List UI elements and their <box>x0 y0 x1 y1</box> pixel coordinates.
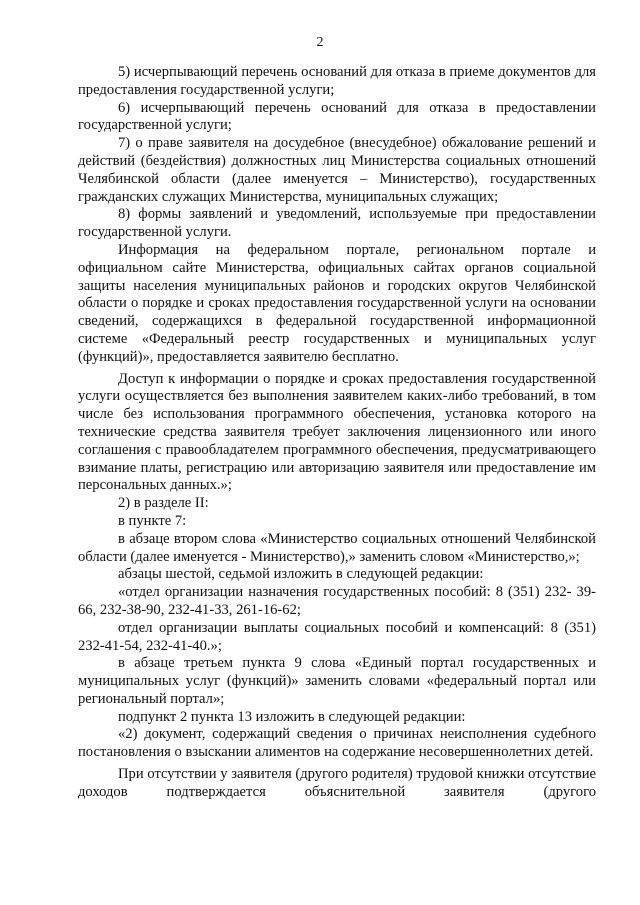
paragraph: Доступ к информации о порядке и сроках предоставления государственной услуги осуществляется без выполнения заявителем каких-либо требований, в том числе без использования программного обеспечения, установка которого на технические средства заявителя требует заключения лицензионного или иного соглашения с правообладателем программного обеспечения, предусматривающего взимание платы, регистрацию или авторизацию заявителя или предоставление им персональных данных.»; <box>78 370 596 494</box>
paragraph: «2) документ, содержащий сведения о причинах неисполнения судебного постановления о взыскании алиментов на содержание несовершеннолетних детей. <box>78 726 596 761</box>
paragraph: 2) в разделе II: <box>118 495 209 512</box>
paragraph: в абзаце третьем пункта 9 слова «Единый портал государственных и муниципальных услуг (функций)» заменить словами «федеральный портал или региональный портал»; <box>78 655 596 707</box>
paragraph: 6) исчерпывающий перечень оснований для отказа в предоставлении государственной услуги; <box>78 99 596 134</box>
paragraph: подпункт 2 пункта 13 изложить в следующей редакции: <box>118 708 466 725</box>
paragraph: 7) о праве заявителя на досудебное (внесудебное) обжалование решений и действий (бездействия) должностных лиц Министерства социальных отношений Челябинской области (далее именуется – Министерство), государственных гражданских служащих Министерства, муниципальных служащих; <box>78 135 596 205</box>
paragraph: 5) исчерпывающий перечень оснований для отказа в приеме документов для предоставления государственной услуги; <box>78 64 596 98</box>
paragraph: в пункте 7: <box>118 512 187 529</box>
paragraph: абзацы шестой, седьмой изложить в следующей редакции: <box>118 566 484 583</box>
paragraph: отдел организации выплаты социальных пособий и компенсаций: 8 (351) 232-41-54, 232-41-40.»; <box>78 619 596 654</box>
page-number: 2 <box>316 35 324 50</box>
document-body <box>78 64 596 802</box>
paragraph: Информация на федеральном портале, региональном портале и официальном сайте Министерства, официальных сайтах органов социальной защиты населения муниципальных районов и городских округов Челябинской области о порядке и сроках предоставления государственной услуги на основании сведений, содержащихся в федеральной государственной информационной системе «Федеральный реестр государственных и муниципальных услуг (функций)», предоставляется заявителю бесплатно. <box>78 241 596 365</box>
paragraph: «отдел организации назначения государственных пособий: 8 (351) 232- 39- 66, 232-38-90, 232-41-33, 261-16-62; <box>78 584 596 618</box>
paragraph: При отсутствии у заявителя (другого родителя) трудовой книжки отсутствие доходов подтверждается объяснительной заявителя (другого <box>78 766 596 800</box>
paragraph: в абзаце втором слова «Министерство социальных отношений Челябинской области (далее именуется - Министерство),» заменить словом «Министерство,»; <box>78 530 596 565</box>
paragraph: 8) формы заявлений и уведомлений, используемые при предоставлении государственной услуги. <box>78 206 596 241</box>
